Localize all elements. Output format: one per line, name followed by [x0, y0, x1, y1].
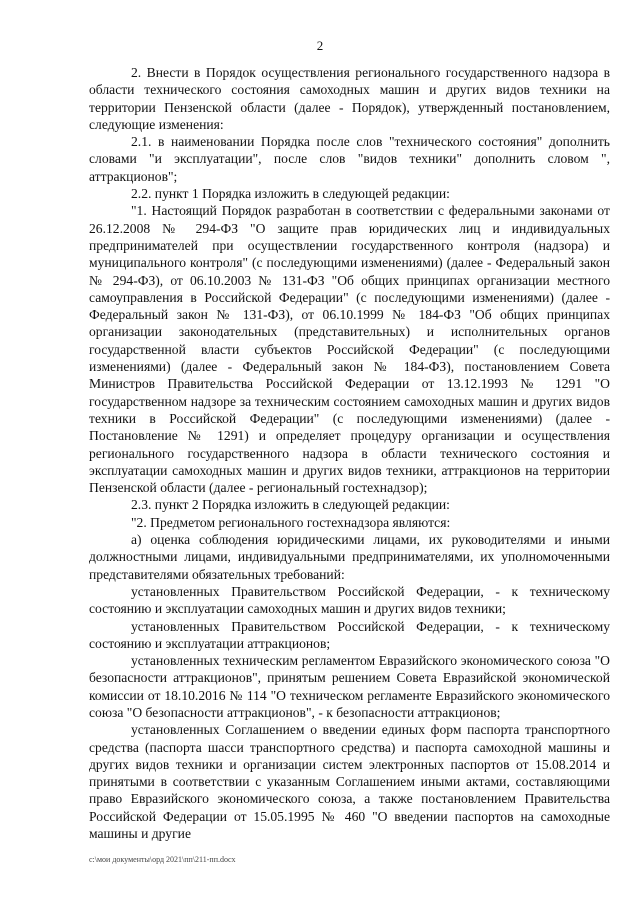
paragraph-2-3: 2.3. пункт 2 Порядка изложить в следующей редакции:: [131, 497, 450, 513]
paragraph-point-2-heading: "2. Предметом регионального гостехнадзора являются:: [131, 514, 451, 530]
paragraph-requirement-attractions: установленных Правительством Российской Федерации, - к техническому состоянию и эксплуатации аттракционов;: [89, 618, 610, 651]
paragraph-requirement-passport-agreement: установленных Соглашением о введении единых форм паспорта транспортного средства (паспорта шасси транспортного средства) и паспорта самоходной машины и других видов техники и организации систем электронных паспортов от 15.08.2014 и принятыми в соответствии с указанным Соглашением иными актами, составляющими право Евразийского экономического союза, а также постановлением Правительства Российской Федерации от 15.05.1995 № 460 "О введении паспортов на самоходные машины и другие: [89, 722, 610, 842]
paragraph-requirement-machines: установленных Правительством Российской Федерации, - к техническому состоянию и эксплуатации самоходных машин и других видов техники;: [89, 583, 610, 617]
paragraph-2-2: 2.2. пункт 1 Порядка изложить в следующей редакции:: [131, 186, 450, 202]
paragraph-amendment-intro: 2. Внести в Порядок осуществления регионального государственного надзора в области технического состояния самоходных машин и других видов техники на территории Пензенской области (далее - Порядок), утвержденный постановлением, следующие изменения:: [89, 65, 610, 132]
footer-file-path: c:\мои документы\орд 2021\пп\211-пп.docx: [89, 855, 236, 864]
paragraph-subpoint-a: а) оценка соблюдения юридическими лицами, их руководителями и иными должностными лицами, индивидуальными предпринимателями, их уполномоченными представителями обязательных требований:: [89, 532, 610, 582]
paragraph-requirement-eaeu-regulation: установленных техническим регламентом Евразийского экономического союза "О безопасности аттракционов", принятым решением Совета Евразийской экономической комиссии от 18.10.2016 № 114 "О техническом регламенте Евразийского экономического союза "О безопасности аттракционов", - к безопасности аттракционов;: [89, 653, 610, 720]
page-number: 2: [316, 38, 324, 53]
paragraph-point-1-text: "1. Настоящий Порядок разработан в соответствии с федеральными законами от 26.12.2008 № 294-ФЗ "О защите прав юридических лиц и индивидуальных предпринимателей при осуществлении государственного контроля (надзора) и муниципального контроля" (с последующими изменениями) (далее - Федеральный закон № 294-ФЗ), от 06.10.2003 № 131-ФЗ "Об общих принципах организации местного самоуправления в Российской Федерации" (с последующими изменениями) (далее - Федеральный закон № 131-ФЗ), от 06.10.1999 № 184-ФЗ "Об общих принципах организации законодательных (представительных) и исполнительных органов государственной власти субъектов Российской Федерации" (с последующими изменениями) (далее - Федеральный закон № 184-ФЗ), постановлением Совета Министров Правительства Российской Федерации от 13.12.1993 № 1291 "О государственном надзоре за техническим состоянием самоходных машин и других видов техники в Российской Федерации" (с последующими изменениями) (далее - Постановление № 1291) и определяет процедуру организации и осуществления регионального государственного надзора в области технического состояния и эксплуатации самоходных машин и других видов техники, аттракционов на территории Пензенской области (далее - региональный гостехнадзор);: [89, 203, 610, 496]
paragraph-2-1: 2.1. в наименовании Порядка после слов "технического состояния" дополнить словами "и эксплуатации", после слов "видов техники" дополнить словом ", аттракционов";: [89, 134, 610, 184]
document-body: [89, 64, 610, 842]
